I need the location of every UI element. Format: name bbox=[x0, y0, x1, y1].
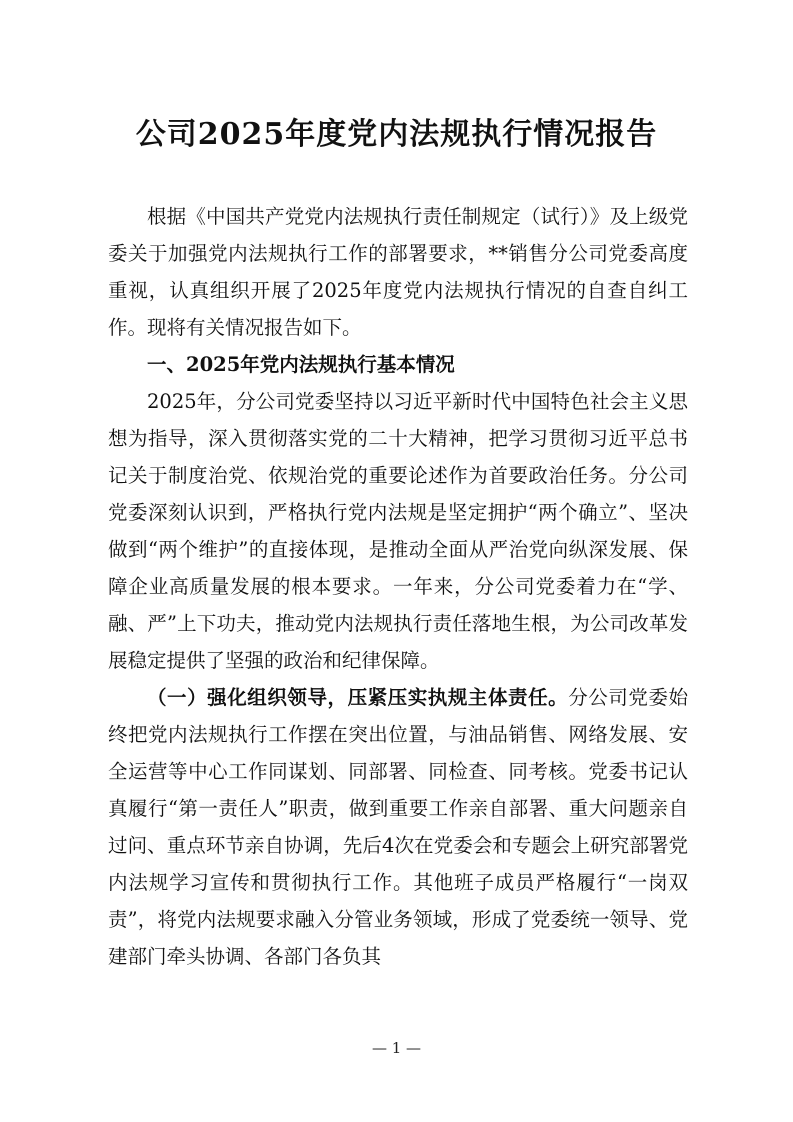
document-title: 公司2025年度党内法规执行情况报告 bbox=[135, 117, 658, 152]
subsection-paragraph bbox=[108, 679, 688, 975]
page-number: — 1 — bbox=[371, 1039, 422, 1057]
section-heading: 一、2025年党内法规执行基本情况 bbox=[147, 353, 455, 376]
intro-paragraph: 根据《中国共产党党内法规执行责任制规定（试行）》及上级党委关于加强党内法规执行工作的部署要求，**销售分公司党委高度重视，认真组织开展了2025年度党内法规执行情况的自查自纠工作。现将有关情况报告如下。 bbox=[108, 205, 688, 339]
subsection-lead: （一）强化组织领导，压紧压实执规主体责任。 bbox=[147, 686, 569, 709]
subsection-text: 分公司党委始终把党内法规执行工作摆在突出位置，与油品销售、网络发展、安全运营等中心工作同谋划、同部署、同检查、同考核。党委书记认真履行“第一责任人”职责，做到重要工作亲自部署、重大问题亲自过问、重点环节亲自协调，先后4次在党委会和专题会上研究部署党内法规学习宣传和贯彻执行工作。其他班子成员严格履行“一岗双责”，将党内法规要求融入分管业务领域，形成了党委统一领导、党建部门牵头协调、各部门各负其 bbox=[108, 686, 688, 968]
document-body bbox=[108, 198, 688, 975]
section-paragraph: 2025年，分公司党委坚持以习近平新时代中国特色社会主义思想为指导，深入贯彻落实党的二十大精神，把学习贯彻习近平总书记关于制度治党、依规治党的重要论述作为首要政治任务。分公司党委深刻认识到，严格执行党内法规是坚定拥护“两个确立”、坚决做到“两个维护”的直接体现，是推动全面从严治党向纵深发展、保障企业高质量发展的根本要求。一年来，分公司党委着力在“学、融、严”上下功夫，推动党内法规执行责任落地生根，为公司改革发展稳定提供了坚强的政治和纪律保障。 bbox=[108, 390, 688, 672]
